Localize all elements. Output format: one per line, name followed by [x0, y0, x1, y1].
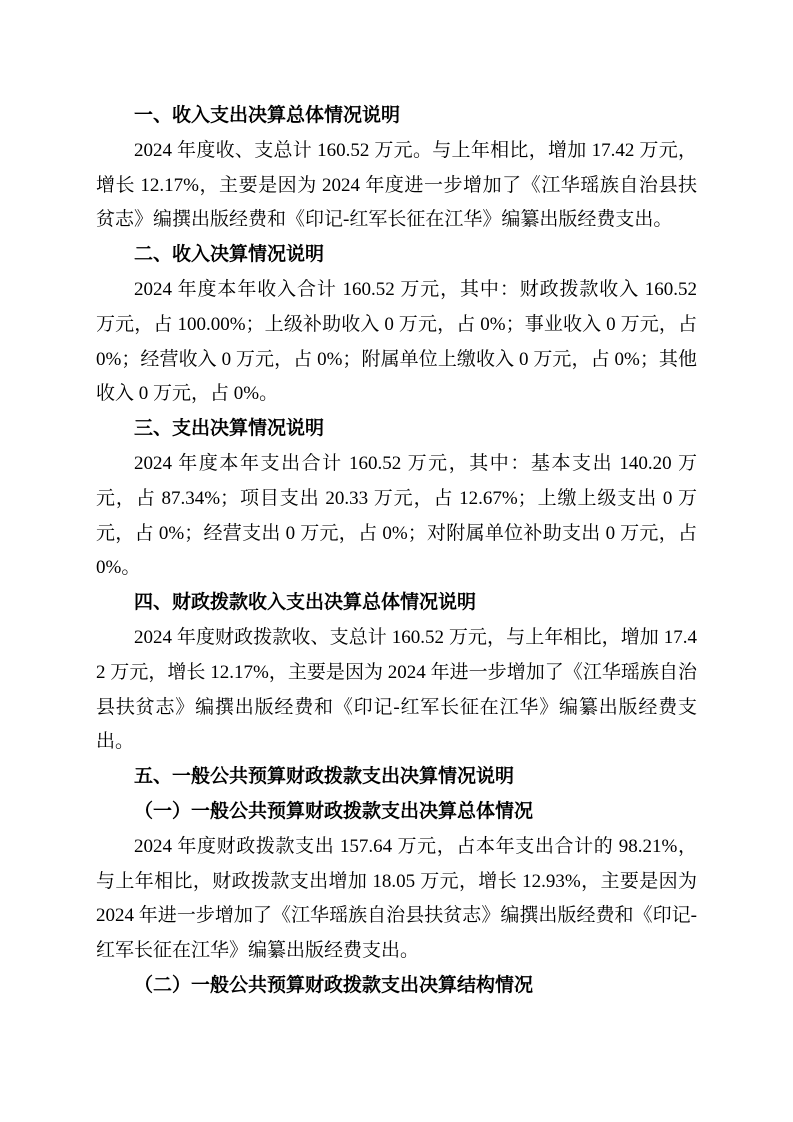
section-heading-expenditure-statement: 三、支出决算情况说明: [134, 418, 325, 440]
paragraph-income-expenditure-overview: 2024 年度收、支总计 160.52 万元。与上年相比，增加 17.42 万元，增长 12.17%，主要是因为 2024 年度进一步增加了《江华瑶族自治县扶贫志》编撰出版经费和《印记-红军长征在江华》编纂出版经费支出。: [96, 139, 697, 231]
section-heading-income-expenditure-overview: 一、收入支出决算总体情况说明: [134, 105, 401, 126]
paragraph-fiscal-appropriation-overview: 2024 年度财政拨款收、支总计 160.52 万元，与上年相比，增加 17.42 万元，增长 12.17%，主要是因为 2024 年进一步增加了《江华瑶族自治县扶贫志》编撰出版经费和《印记-红军长征在江华》编纂出版经费支出。: [96, 626, 697, 753]
paragraph-income-statement: 2024 年度本年收入合计 160.52 万元，其中：财政拨款收入 160.52 万元，占 100.00%；上级补助收入 0 万元，占 0%；事业收入 0 万元，占 0%；经营收入 0 万元，占 0%；附属单位上缴收入 0 万元，占 0%；其他收入 0 万元，占 0%。: [96, 278, 697, 405]
subsection-heading-structure-situation: （二）一般公共预算财政拨款支出决算结构情况: [134, 974, 534, 996]
subsection-heading-overall-situation: （一）一般公共预算财政拨款支出决算总体情况: [134, 800, 534, 822]
section-heading-fiscal-appropriation-overview: 四、财政拨款收入支出决算总体情况说明: [134, 592, 477, 614]
paragraph-general-public-budget-overall: 2024 年度财政拨款支出 157.64 万元，占本年支出合计的 98.21%，与上年相比，财政拨款支出增加 18.05 万元，增长 12.93%，主要是因为 2024 年进一步增加了《江华瑶族自治县扶贫志》编撰出版经费和《印记-红军长征在江华》编纂出版经费支出。: [96, 835, 697, 962]
section-heading-general-public-budget: 五、一般公共预算财政拨款支出决算情况说明: [134, 766, 515, 788]
section-heading-income-statement: 二、收入决算情况说明: [134, 244, 325, 266]
paragraph-expenditure-statement: 2024 年度本年支出合计 160.52 万元，其中：基本支出 140.20 万元，占 87.34%；项目支出 20.33 万元，占 12.67%；上缴上级支出 0 万元，占 0%；经营支出 0 万元，占 0%；对附属单位补助支出 0 万元，占 0%。: [96, 452, 697, 579]
